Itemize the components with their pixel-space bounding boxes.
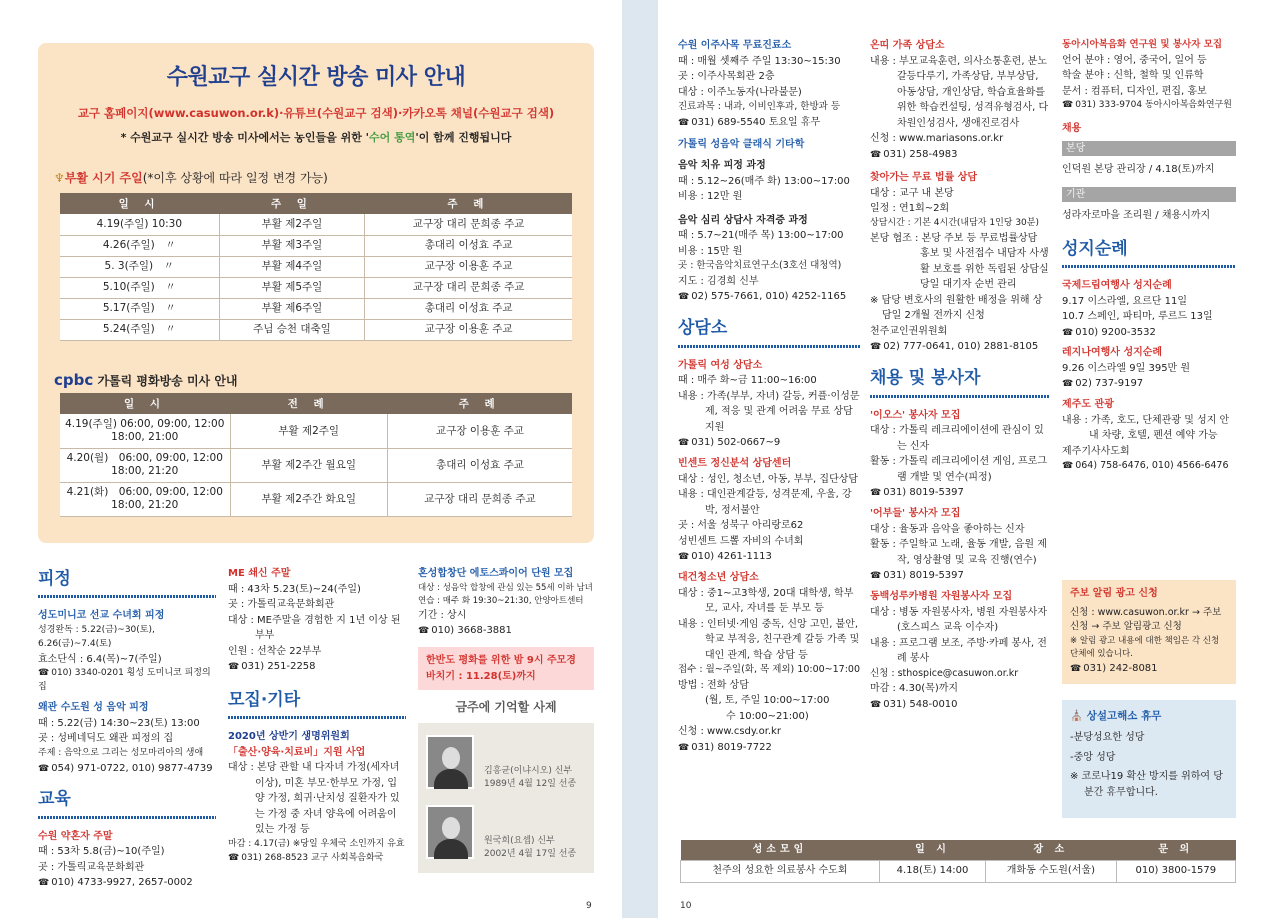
- priest-photo: [426, 805, 474, 859]
- easter-mass-table: 일 시 주 일 주 례 4.19(주일) 10:30 부활 제2주일 교구장 대리 문희종 주교 4.26(주일) 〃 부활 제3주일 총대리 이성효 주교 5. 3(주일) 〃 부활 제4주일 교구장 이용훈 주교 5.10(주일) 〃 부활 제5주일 교구장 대리 문희종 주교 5.17(주일) 〃 부활 제6주일 총대리 이성효 주교 5.24(주일) 〃 주님 승천 대축일 교구장 이용훈 주교: [60, 194, 572, 341]
- recruit-title-2: 「출산·양육·치료비」지원 사업: [228, 746, 366, 758]
- table-row: 4.20(월) 06:00, 09:00, 12:00 18:00, 21:20 부활 제2주간 월요일 총대리 이성효 주교: [60, 448, 572, 482]
- memorial-box: 김흥균(이냐시오) 신부 1989년 4월 12일 선종 원국희(요셉) 신부 2002년 4월 17일 선종: [418, 723, 594, 873]
- counsel-heading: 상담소: [678, 318, 728, 339]
- clinic-title: 수원 이주사목 무료진료소: [678, 40, 792, 51]
- memorial-title: 금주에 기억할 사제: [455, 700, 557, 715]
- guitar-title: 가톨릭 성음악 클래식 기타학: [678, 138, 805, 150]
- page-number-right: 10: [680, 901, 692, 911]
- confession-box: ⛪ 상설고해소 휴무 -분당성요한 성당 -중앙 성당 ※ 코로나19 확산 방지를 위하여 당분간 휴무합니다.: [1062, 700, 1236, 818]
- page-number-left: 9: [586, 901, 592, 911]
- priest-photo: [426, 735, 474, 789]
- choir-title: 혼성합창단 에토스콰이어 단원 모집: [418, 568, 574, 579]
- table-row: 4.19(주일) 10:30 부활 제2주일 교구장 대리 문희종 주교: [60, 214, 572, 235]
- recruit-title-1: 2020년 상반기 생명위원회: [228, 731, 350, 743]
- pilgrim-heading: 성지순례: [1062, 238, 1128, 259]
- table-row: 5.17(주일) 〃 부활 제6주일 총대리 이성효 주교: [60, 298, 572, 319]
- cpbc-mass-table: 일 시 전 례 주 례 4.19(주일) 06:00, 09:00, 12:00 18:00, 21:00 부활 제2주일 교구장 이용훈 주교 4.20(월) 06:00, 09:00, 12:00 18:00, 21:20 부활 제2주간 월요일 총대리 이성효 주교 4.21(화) 06:00, 09:00, 12:00 18:00, 21:20 부활 제2주간 화요일 교구장 대리 문희종 주교: [60, 394, 572, 517]
- broadcast-channels: 교구 홈페이지(www.casuwon.or.k)·유튜브(수원교구 검색)·카카오톡 채널(수원교구 검색): [77, 106, 555, 120]
- ad-box: 주보 알림 광고 신청 신청 : www.casuwon.or.kr → 주보 신청 → 주보 알림광고 신청 ※ 알림 광고 내용에 대한 책임은 각 신청 단체에 있습니다. ☎ 031) 242-8081: [1062, 580, 1236, 684]
- confession-title: ⛪ 상설고해소 휴무: [1070, 710, 1162, 722]
- cpbc-heading: cpbc 가톨릭 평화방송 미사 안내: [54, 371, 238, 389]
- me-column: ME 쇄신 주말 때 : 43차 5.23(토)~24(주일) 곳 : 가톨릭교육문화회관 대상 : ME주말을 경험한 지 1년 이상 된 부부 인원 : 선착순 22부부 ☎ 031) 251-2258 모집·기타 2020년 상반기 생명위원회 「출산·양육·치료비」지원 사업 대상 : 본당 관할 내 다자녀 가정(세자녀 이상), 미혼 부모·한부모 가정, 입양 가정, 희귀·난치성 질환자가 있는 가정 중 자녀 양육에 어려움이 있는 가정 등 마감 : 4.17(금) ※당일 우체국 소인까지 유효 ☎ 031) 268-8523 교구 사회복음화국: [228, 566, 406, 866]
- chalice-icon: ♆: [54, 171, 65, 185]
- right-col-b: 온띠 가족 상담소 내용 : 부모교육훈련, 의사소통훈련, 분노 갈등다루기, 가족상담, 부부상담, 아동상담, 개인상담, 학습효율화를 위한 학습컨설팅, 성격유형검사, 다차원인성검사, 생애진로검사 신청 : www.mariasons.or.kr ☎ 031) 258-4983 찾아가는 무료 법률 상담 대상 : 교구 내 본당 일정 : 연1회~2회 상담시간 : 기본 4시간(내담자 1인당 30분) 본당 협조 : 본당 주보 등 무료법률상담 홍보 및 사전접수 내담자 사생활 보호를 위한 독립된 상담실 당일 대기자 순번 관리 ※ 담당 변호사의 원활한 배정을 위해 상담일 2개월 전까지 신청 천주교인권위원회 ☎ 02) 777-0641, 010) 2881-8105 채용 및 봉사자 '이오스' 봉사자 모집 대상 : 가톨릭 레크리에이션에 관심이 있는 신자 활동 : 가톨릭 레크리에이션 게임, 프로그램 개발 및 연수(피정) ☎ 031) 8019-5397 '어부들' 봉사자 모집 대상 : 율동과 음악을 좋아하는 신자 활동 : 주일학교 노래, 율동 개발, 음원 제작, 영상촬영 및 교육 진행(연수) ☎ 031) 8019-5397 동백성루카병원 자원봉사자 모집 대상 : 병동 자원봉사자, 병원 자원봉사자 (호스피스 교육 이수자) 내용 : 프로그램 보조, 주방·카페 봉사, 전례 봉사 신청 : sthospice@casuwon.or.kr 마감 : 4.30(목)까지 ☎ 031) 548-0010: [870, 38, 1050, 713]
- broadcast-sign-note: * 수원교구 실시간 방송 미사에서는 농인들을 위한 '수어 통역'이 함께 진행됩니다: [120, 131, 512, 144]
- me-title: ME 쇄신 주말: [228, 568, 291, 579]
- broadcast-box: [38, 43, 594, 543]
- retreat-title-1: 성도미니코 선교 수녀회 피정: [38, 610, 165, 622]
- family-title: 온띠 가족 상담소: [870, 40, 945, 51]
- ad-title: 주보 알림 광고 신청: [1070, 588, 1158, 599]
- right-col-c: 동아시아복음화 연구원 및 봉사자 모집 언어 분야 : 영어, 중국어, 일어 등 학술 분야 : 신학, 철학 및 인류학 문서 : 컴퓨터, 디자인, 편집, 홍보 ☎ 031) 333-9704 동아시아복음화연구원 채용 본당 인덕원 본당 관리장 / 4.18(토)까지 기관 성라자로마을 조리원 / 채용시까지 성지순례 국제드림여행사 성지순례 9.17 이스라엘, 요르단 11일 10.7 스페인, 파티마, 루르드 13일 ☎ 010) 9200-3532 레지나여행사 성지순례 9.26 이스라엘 9일 395만 원 ☎ 02) 737-9197 제주도 관광 내용 : 가족, 호도, 단체관광 및 성지 안내 차량, 호텔, 펜션 예약 가능 제주기사사도회 ☎ 064) 758-6476, 010) 4566-6476: [1062, 38, 1236, 474]
- peace-prayer-box: 한반도 평화를 위한 밤 9시 주모경 바치기 : 11.28(토)까지: [418, 647, 594, 690]
- east-asia-title: 동아시아복음화 연구원 및 봉사자 모집: [1062, 39, 1223, 50]
- recruit-heading: 모집·기타: [228, 689, 301, 710]
- broadcast-title: 수원교구 실시간 방송 미사 안내: [166, 65, 466, 90]
- table-row: 4.19(주일) 06:00, 09:00, 12:00 18:00, 21:00 부활 제2주일 교구장 이용훈 주교: [60, 414, 572, 448]
- church-icon: ⛪: [1070, 710, 1084, 722]
- retreat-column: 피정 성도미니코 선교 수녀회 피정 성경완독 : 5.22(금)~30(토), 6.26(금)~7.4(토) 효소단식 : 6.4(목)~7(주일) ☎ 010) 3340-0201 횡성 도미니코 피정의 집 왜관 수도원 성 음악 피정 때 : 5.22(금) 14:30~23(토) 13:00 곳 : 성베네딕도 왜관 피정의 집 주제 : 음악으로 그리는 성모마리아의 생애 ☎ 054) 971-0722, 010) 9877-4739 교육 수원 약혼자 주말 때 : 53차 5.8(금)~10(주일) 곳 : 가톨릭교육문화회관 ☎ 010) 4733-9927, 2657-0002: [38, 566, 216, 891]
- table-row: 5.10(주일) 〃 부활 제5주일 교구장 대리 문희종 주교: [60, 277, 572, 298]
- table-row: 천주의 성요한 의료봉사 수도회 4.18(토) 14:00 개화동 수도원(서울) 010) 3800-1579: [681, 860, 1236, 882]
- retreat-title-2: 왜관 수도원 성 음악 피정: [38, 702, 149, 714]
- vocation-gathering-table: 성소모임 일 시 장 소 문 의 천주의 성요한 의료봉사 수도회 4.18(토) 14:00 개화동 수도원(서울) 010) 3800-1579: [680, 840, 1236, 883]
- legal-title: 찾아가는 무료 법률 상담: [870, 172, 978, 184]
- page-gutter: [622, 0, 658, 918]
- education-title: 수원 약혼자 주말: [38, 830, 113, 842]
- education-heading: 교육: [38, 789, 71, 810]
- jobs-heading: 채용: [1062, 123, 1082, 135]
- easter-heading: ♆부활 시기 주일(*이후 상황에 따라 일정 변경 가능): [54, 171, 328, 185]
- right-col-a: 수원 이주사목 무료진료소 때 : 매월 셋째주 주일 13:30~15:30 곳 : 이주사목회관 2층 대상 : 이주노동자(나라불문) 진료과목 : 내과, 이비인후과, 한방과 등 ☎ 031) 689-5540 토요일 휴무 가톨릭 성음악 클래식 기타학 음악 치유 피정 과정 때 : 5.12~26(매주 화) 13:00~17:00 비용 : 12만 원 음악 심리 상담사 자격증 과정 때 : 5.7~21(매주 목) 13:00~17:00 비용 : 15만 원 곳 : 한국음악치료연구소(3호선 대청역) 지도 : 김경희 신부 ☎ 02) 575-7661, 010) 4252-1165 상담소 가톨릭 여성 상담소 때 : 매주 화~금 11:00~16:00 내용 : 가족(부부, 자녀) 갈등, 커플·이성문제, 적응 및 관계 어려움 무료 상담 지원 ☎ 031) 502-0667~9 빈센트 정신분석 상담센터 대상 : 성인, 청소년, 아동, 부부, 집단상담 내용 : 대인관계갈등, 성격문제, 우울, 강박, 정서불안 곳 : 서울 성북구 아리랑로62 성빈센트 드뽈 자비의 수녀회 ☎ 010) 4261-1113 대건청소년 상담소 대상 : 중1~고3학생, 20대 대학생, 학부모, 교사, 자녀를 둔 부모 등 내용 : 인터넷·게임 중독, 신앙 고민, 불안, 학교 부적응, 친구관계 갈등 가족 및 대인 관계, 학습 상담 등 접수 : 월~주일(화, 목 제외) 10:00~17:00 방법 : 전화 상담 (월, 토, 주일 10:00~17:00 수 10:00~21:00) 신청 : www.csdy.or.kr ☎ 031) 8019-7722: [678, 38, 860, 756]
- table-row: 5. 3(주일) 〃 부활 제4주일 교구장 이용훈 주교: [60, 256, 572, 277]
- cpbc-logo: cpbc: [54, 371, 94, 389]
- volunteer-heading: 채용 및 봉사자: [870, 368, 981, 389]
- table-row: 4.26(주일) 〃 부활 제3주일 총대리 이성효 주교: [60, 235, 572, 256]
- retreat-heading: 피정: [38, 569, 71, 589]
- choir-column: 혼성합창단 에토스콰이어 단원 모집 대상 : 성음악 합창에 관심 있는 55세 이하 남녀 연습 : 매주 화 19:30~21:30, 안양아트센터 기간 : 상시 ☎ 010) 3668-3881 한반도 평화를 위한 밤 9시 주모경 바치기 : 11.28(토)까지 금주에 기억할 사제 김흥균(이냐시오) 신부 1989년 4월 12일 선종 원국희(요셉) 신부 2002년 4월 17일 선종: [418, 566, 594, 873]
- table-row: 4.21(화) 06:00, 09:00, 12:00 18:00, 21:20 부활 제2주간 화요일 교구장 대리 문희종 주교: [60, 482, 572, 516]
- table-row: 5.24(주일) 〃 주님 승천 대축일 교구장 이용훈 주교: [60, 319, 572, 340]
